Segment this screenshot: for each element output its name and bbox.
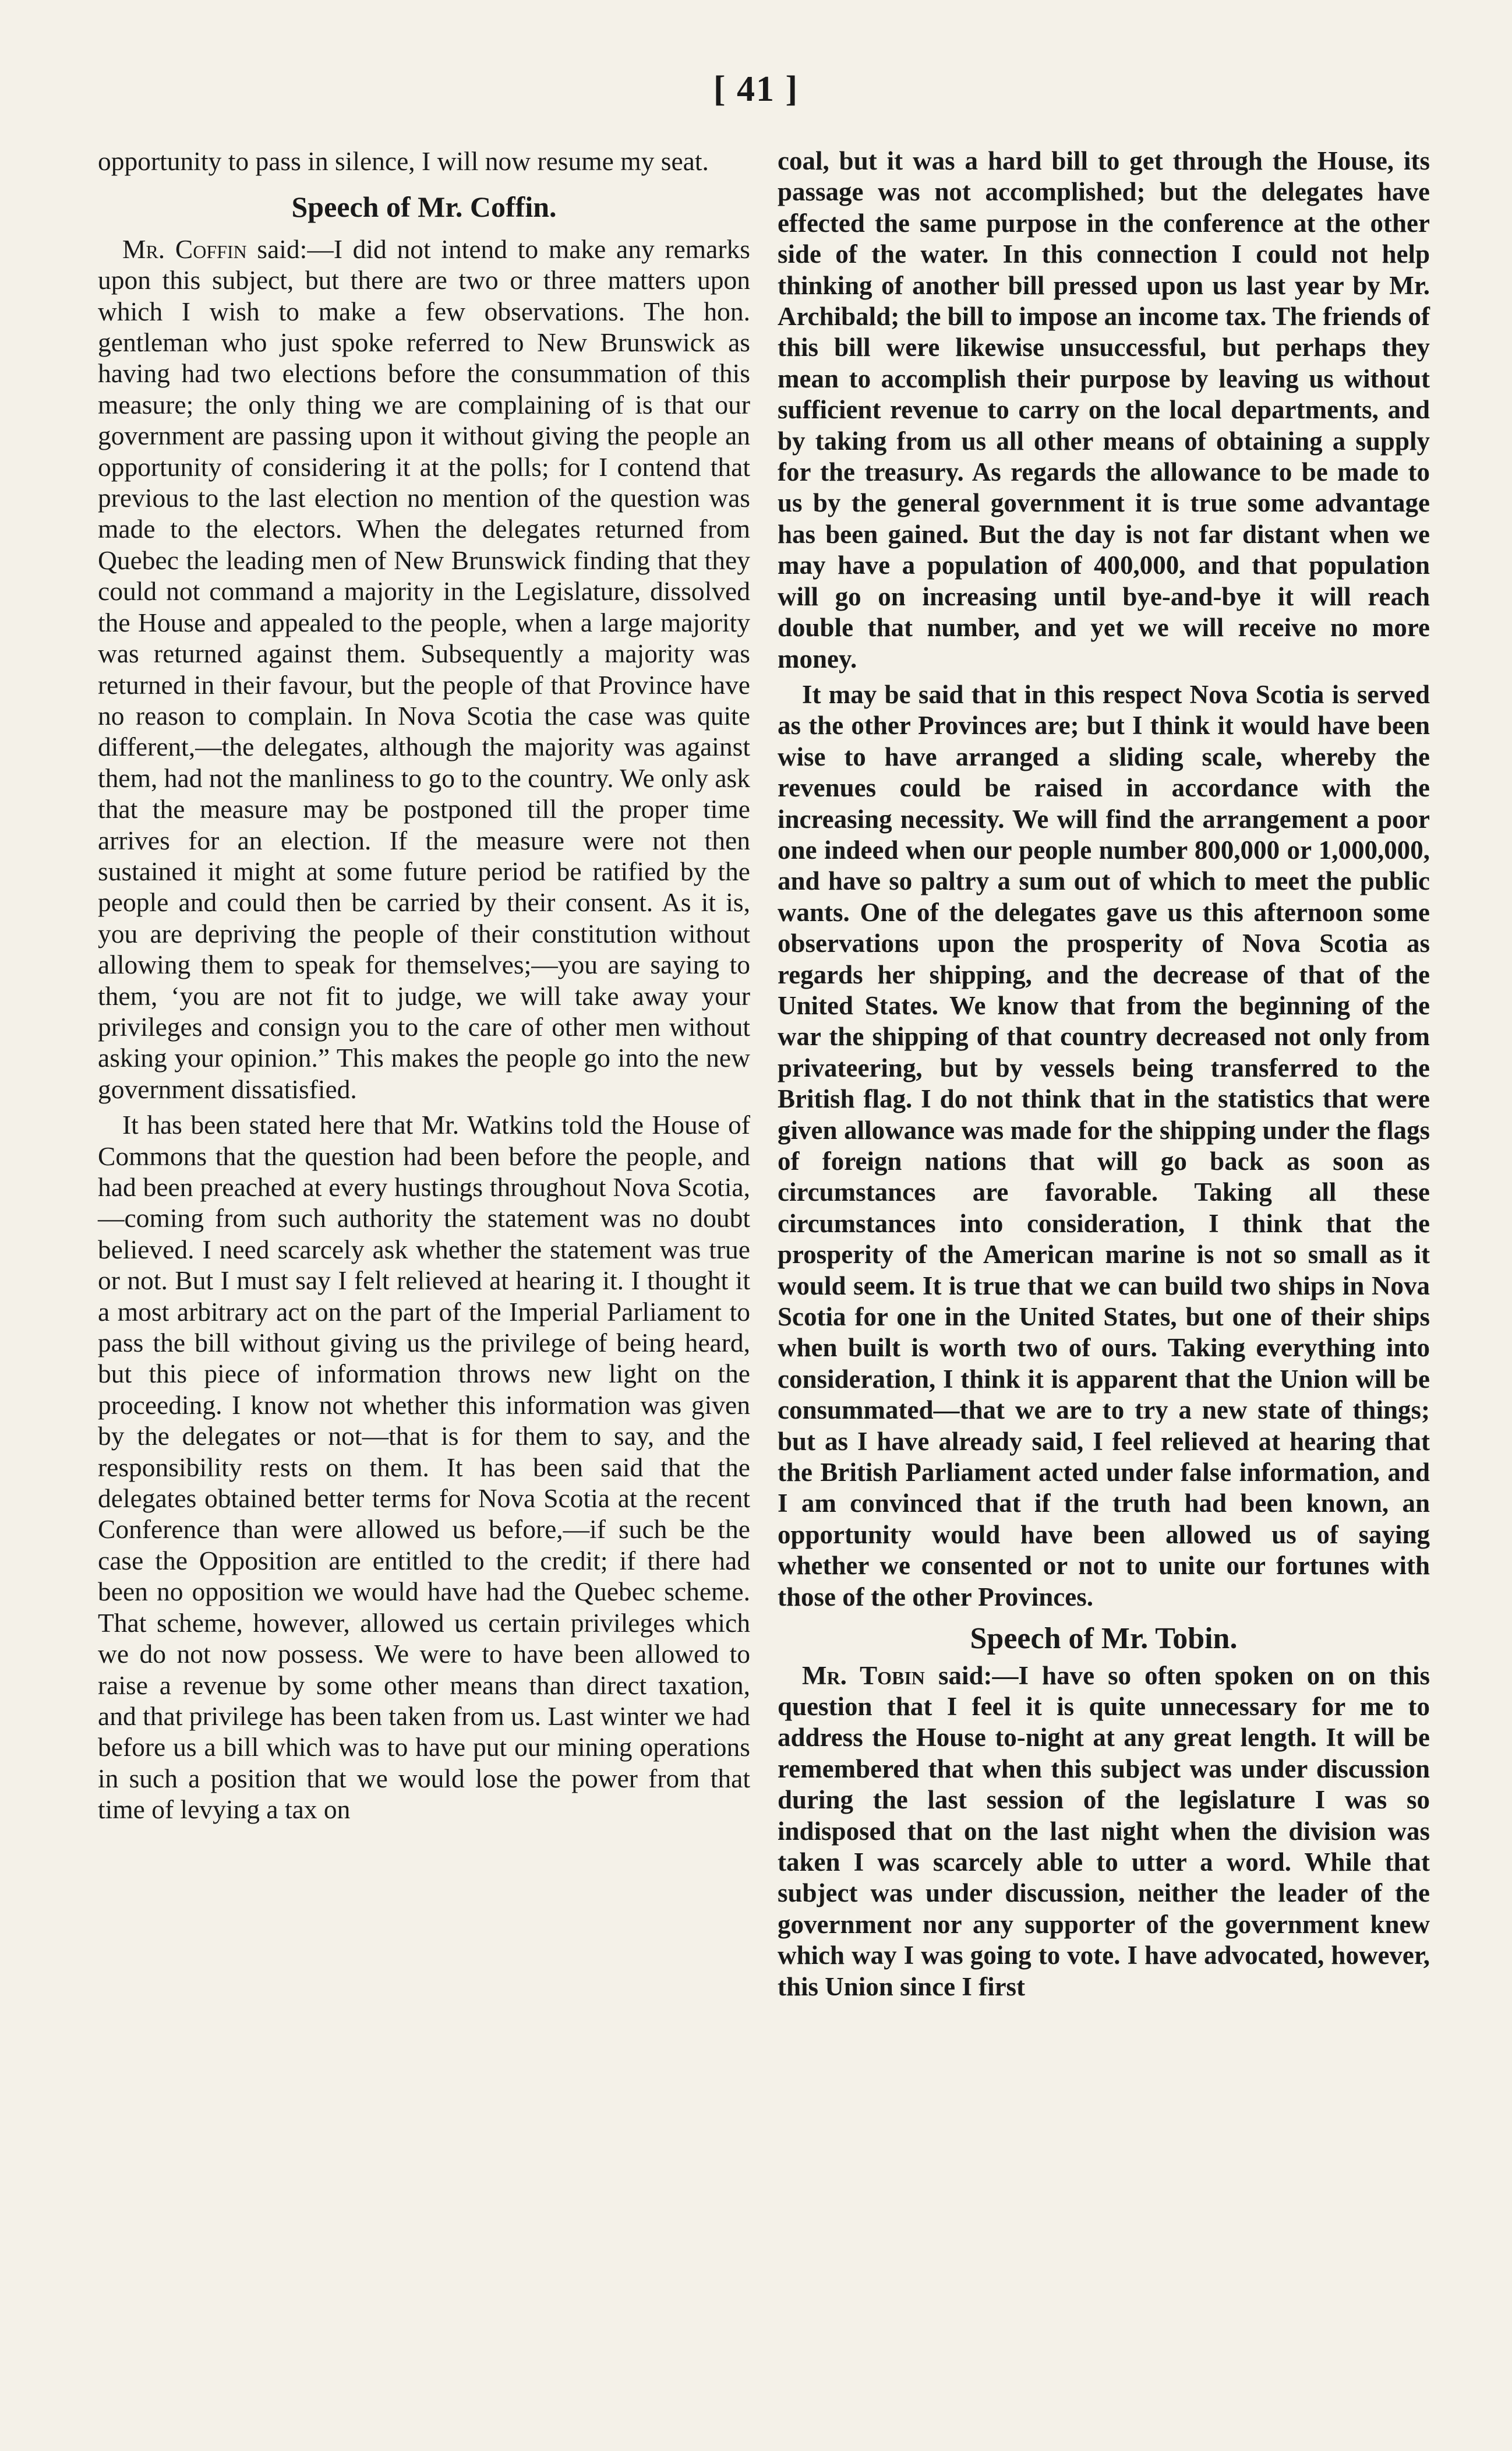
speaker-name: Mr. Coffin bbox=[122, 234, 247, 264]
tobin-speech-paragraph bbox=[778, 1660, 1430, 2002]
left-column bbox=[98, 146, 750, 1825]
watkins-paragraph: It has been stated here that Mr. Watkins told the House of Commons that the question had been before the people, and had been preached at every hustings throughout Nova Scotia,—coming from such authority the statement was no doubt believed. I need scarcely ask whether the statement was true or not. But I must say I felt relieved at hearing it. I thought it a most arbitrary act on the part of the Imperial Parliament to pass the bill without giving us the privilege of being heard, but this piece of information throws new light on the proceeding. I know not whether this information was given by the delegates or not—that is for them to say, and the responsibility rests on them. It has been said that the delegates obtained better terms for Nova Scotia at the recent Conference than were allowed us before,—if such be the case the Opposition are entitled to the credit; if there had been no opposition we would have had the Quebec scheme. That scheme, however, allowed us certain privileges which we do not now possess. We were to have been allowed to raise a revenue by some other means than direct taxation, and that privilege has been taken from us. Last winter we had before us a bill which was to have put our mining operations in such a position that we would lose the power from that time of levying a tax on bbox=[98, 1110, 750, 1825]
paragraph-text: said:—I have so often spoken on on this question that I feel it is quite unnecessary for me to address the House to-night at any great length. It will be remembered that when this subject was under discussion during the last session of the legislature I was so indisposed that on the last night when the division was taken I was scarcely able to utter a word. While that subject was under discussion, neither the leader of the government nor any supporter of the government knew which way I was going to vote. I have advocated, however, this Union since I first bbox=[778, 1660, 1430, 2001]
page-number: [ 41 ] bbox=[713, 69, 799, 109]
continued-paragraph: coal, but it was a hard bill to get through the House, its passage was not accomplished; but the delegates have effected the same purpose in the conference at the other side of the water. In this connection I could not help thinking of another bill pressed upon us last year by Mr. Archibald; the bill to impose an income tax. The friends of this bill were likewise unsuccessful, but perhaps they mean to accomplish their purpose by leaving us without sufficient revenue to carry on the local departments, and by taking from us all other means of obtaining a supply for the treasury. As regards the allowance to be made to us by the general government it is true some advantage has been gained. But the day is not far distant when we may have a population of 400,000, and that population will go on increasing until bye-and-bye it will reach double that number, and yet we will receive no more money. bbox=[778, 146, 1430, 673]
right-column bbox=[778, 146, 1430, 2002]
speech-heading-tobin: Speech of Mr. Tobin. bbox=[970, 1622, 1238, 1656]
revenue-paragraph: It may be said that in this respect Nova Scotia is served as the other Provinces are; but I think it would have been wise to have arranged a sliding scale, whereby the revenues could be raised in accordance with the increasing necessity. We will find the arrangement a poor one indeed when our people number 800,000 or 1,000,000, and have so paltry a sum out of which to meet the public wants. One of the delegates gave us this afternoon some observations upon the prosperity of Nova Scotia as regards her shipping, and the decrease of that of the United States. We know that from the beginning of the war the shipping of that country decreased not only from privateering, but by vessels being transferred to the British flag. I do not think that in the statistics that were given allowance was made for the shipping under the flags of foreign nations that will go back as soon as circumstances are favorable. Taking all these circumstances into consideration, I think that the prosperity of the American marine is not so small as it would seem. It is true that we can build two ships in Nova Scotia for one in the United States, but one of their ships when built is worth two of ours. Taking everything into consideration, I think it is apparent that the Union will be consummated—that we are to try a new state of things; but as I have already said, I feel relieved at hearing that the British Parliament acted under false information, and I am convinced that if the truth had been known, an opportunity would have been allowed us of saying whether we consented or not to unite our fortunes with those of the other Provinces. bbox=[778, 679, 1430, 1611]
continued-paragraph: opportunity to pass in silence, I will now resume my seat. bbox=[98, 146, 709, 176]
speaker-name: Mr. Tobin bbox=[802, 1660, 925, 1690]
coffin-speech-paragraph bbox=[98, 234, 750, 1105]
paragraph-text: said:—I did not intend to make any remarks upon this subject, but there are two or three matters upon which I wish to make a few observations. The hon. gentleman who just spoke referred to New Brunswick as having had two elections before the consummation of this measure; the only thing we are complaining of is that our government are passing upon it without giving the people an opportunity of considering it at the polls; for I contend that previous to the last election no mention of the question was made to the electors. When the delegates returned from Quebec the leading men of New Brunswick finding that they could not command a majority in the Legislature, dissolved the House and appealed to the people, when a large majority was returned against them. Subsequently a majority was returned in their favour, but the people of that Province have no reason to complain. In Nova Scotia the case was quite different,—the delegates, although the majority was against them, had not the manliness to go to the country. We only ask that the measure may be postponed till the proper time arrives for an election. If the measure were not then sustained it might at some future period be ratified by the people and could then be carried by their consent. As it is, you are depriving the people of their constitution without allowing them to speak for themselves;—you are saying to them, ‘you are not fit to judge, we will take away your privileges and consign you to the care of other men without asking your opinion.” This makes the people go into the new government dissatisfied. bbox=[98, 234, 750, 1104]
speech-heading-coffin: Speech of Mr. Coffin. bbox=[291, 191, 557, 224]
